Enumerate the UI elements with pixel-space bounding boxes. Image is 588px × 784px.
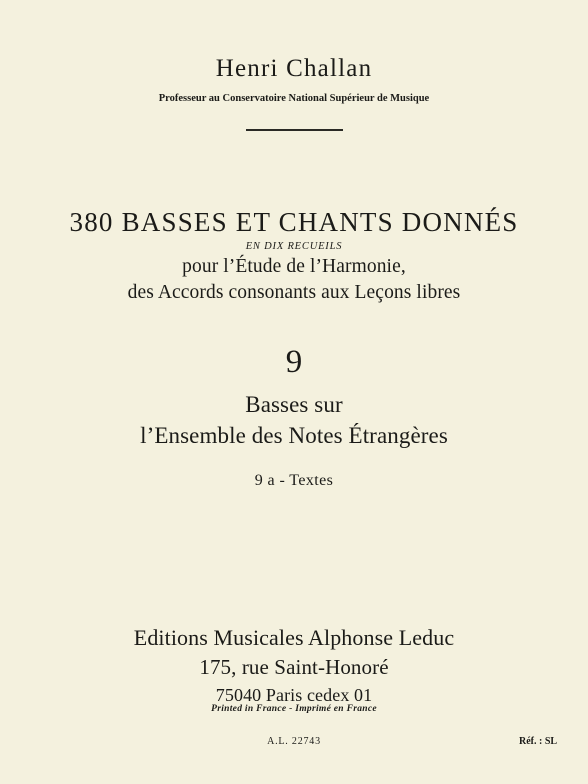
catalog-number: A.L. 22743 [267, 736, 321, 747]
publisher-address-line-2: 75040 Paris cedex 01 [215, 685, 373, 705]
work-subtitle: EN DIX RECUEILS [245, 241, 343, 252]
author-name: Henri Challan [215, 55, 373, 82]
work-description-line-2: des Accords consonants aux Leçons libres [127, 282, 461, 303]
volume-number: 9 [285, 344, 303, 380]
volume-title-line-1: Basses sur [245, 392, 343, 417]
part-label: 9 a - Textes [254, 472, 334, 489]
work-title: 380 BASSES ET CHANTS DONNÉS [69, 207, 519, 237]
reference-code: Réf. : SL [519, 736, 558, 747]
printed-in-label: Printed in France - Imprimé en France [211, 704, 377, 714]
publisher-address-line-1: 175, rue Saint-Honoré [199, 655, 389, 679]
volume-title-line-2: l’Ensemble des Notes Étrangères [140, 423, 448, 448]
divider-rule [246, 129, 343, 131]
author-title: Professeur au Conservatoire National Supérieur de Musique [158, 93, 430, 104]
work-description-line-1: pour l’Étude de l’Harmonie, [182, 256, 406, 277]
publisher-name: Editions Musicales Alphonse Leduc [133, 625, 455, 650]
